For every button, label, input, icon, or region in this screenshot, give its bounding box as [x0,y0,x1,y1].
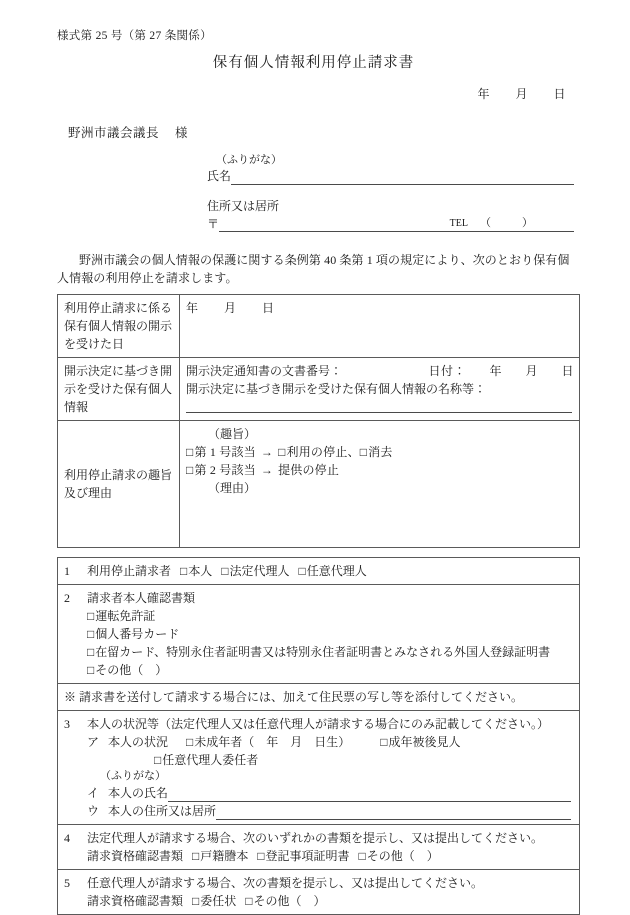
item-5-number: 5 [64,875,70,890]
item-2-label: 請求者本人確認書類 [87,591,196,606]
decision-date-year: 年 [489,364,502,379]
checkbox-icon[interactable]: □ [186,463,194,478]
table-row-note [58,684,580,711]
item-5-option-0: 委任状 [200,893,237,908]
item-3-sub-a-option-3-row[interactable] [64,751,574,769]
checkbox-icon[interactable]: □ [154,753,162,768]
intro-line-1: 野洲市議会の個人情報の保護に関する条例第 40 条第 1 項の規定により、次のとおり保有個 [79,252,570,267]
addressee-name: 野洲市議会議長 [68,125,160,140]
item-5-cell [58,869,580,914]
info-name-input[interactable] [186,400,572,413]
item-1-cell [58,558,580,585]
item-3-sub-a-option-3: 任意代理人委任者 [162,753,259,768]
checkbox-icon[interactable]: □ [221,564,229,579]
item-1-option-2: 任意代理人 [306,564,367,579]
decision-date-label: 日付： [428,364,466,379]
item-1-option-0: 本人 [188,564,213,579]
purpose-option-1[interactable] [186,443,574,461]
purpose-heading: （趣旨） [208,427,257,442]
item-5-options-row[interactable] [64,892,574,910]
applicant-furigana-label: （ふりがな） [216,153,282,166]
purpose-option-1-label: 第 1 号該当 [194,445,256,460]
item-3-sub-i-marker: イ [87,785,100,800]
disclosure-date-input[interactable] [180,295,580,358]
item-2-cell [58,585,580,684]
applicant-name-row [207,168,574,185]
table-row-item-1 [58,558,580,585]
item-3-number: 3 [64,717,70,732]
checkbox-icon[interactable]: □ [87,663,95,678]
submission-date-year: 年 [477,86,490,101]
checkbox-icon[interactable]: □ [359,445,368,460]
table-row-disclosure-date [58,295,580,358]
disclosure-date-month: 月 [224,301,237,316]
form-number: 様式第 25 号（第 27 条関係） [57,30,212,42]
applicant-zip-row [207,215,574,232]
purpose-option-2-text: 提供の停止 [278,463,340,478]
item-3-sub-u-label: 本人の住所又は居所 [108,803,217,818]
attachment-note: ※ 請求書を送付して請求する場合には、加えて住民票の写し等を添付してください。 [58,684,580,711]
checkbox-icon[interactable]: □ [245,893,253,908]
page-title: 保有個人情報利用停止請求書 [212,54,415,71]
item-5-option-1: その他（ ） [253,893,326,908]
disclosure-date-year: 年 [186,301,199,316]
item-2-option-3: その他（ ） [95,663,168,678]
table-row-purpose-reason [58,421,580,548]
table-row-item-5 [58,869,580,914]
applicant-address-label: 住所又は居所 [207,199,280,214]
reason-heading: （理由） [208,481,257,496]
item-2-number: 2 [64,591,70,606]
checkbox-icon[interactable]: □ [186,735,194,750]
item-4-heading [64,829,574,847]
item-3-sub-a-option-2: 成年被後見人 [388,735,461,750]
table-row-item-4 [58,824,580,869]
purpose-option-2[interactable] [186,461,574,479]
item-1-label: 利用停止請求者 [87,564,172,579]
document-number-row [186,362,574,380]
item-1-option-1: 法定代理人 [229,564,290,579]
item-5-docs-label: 請求資格確認書類 [87,893,184,908]
checkbox-icon[interactable]: □ [257,848,265,863]
item-4-docs-label: 請求資格確認書類 [87,848,184,863]
item-4-option-0: 戸籍謄本 [200,848,249,863]
request-details-table [57,294,580,548]
applicant-address-block [207,198,574,232]
item-3-sub-u-row [64,802,574,820]
item-2-option-0: 運転免許証 [95,609,156,624]
item-2-heading [64,589,574,607]
document-number-label: 開示決定通知書の文書番号： [186,364,343,379]
table-row-item-2 [58,585,580,684]
item-4-label: 法定代理人が請求する場合、次のいずれかの書類を提示し、又は提出してください。 [87,830,544,845]
submission-date-day: 日 [553,86,566,101]
item-4-number: 4 [64,830,70,845]
decision-date-group [408,362,574,380]
item-3-furigana-label: （ふりがな） [100,770,166,783]
checkbox-icon[interactable]: □ [192,848,200,863]
checkbox-icon[interactable]: □ [278,445,286,460]
checkbox-icon[interactable]: □ [186,445,194,460]
telephone-group [450,214,536,230]
item-2-option-row-0[interactable] [64,607,574,625]
checkbox-icon[interactable]: □ [358,848,366,863]
applicant-name-label: 氏名 [207,168,232,183]
decision-date-month: 月 [525,364,538,379]
purpose-option-1b-label: 消去 [368,445,393,460]
checkbox-icon[interactable]: □ [380,735,388,750]
applicant-address-input[interactable] [219,218,574,232]
item-4-option-2: その他（ ） [366,848,439,863]
addressee [57,123,580,141]
item-2-option-row-2[interactable] [64,643,574,661]
item-3-sub-a[interactable] [64,733,574,751]
applicant-name-input[interactable] [231,171,574,185]
arrow-icon: → [260,463,274,478]
item-2-option-row-3[interactable] [64,661,574,679]
item-4-option-1: 登記事項証明書 [265,848,350,863]
disclosed-info-cell [180,358,580,421]
item-3-heading [64,715,574,733]
checkbox-icon[interactable]: □ [87,609,95,624]
row-label-disclosure-date: 利用停止請求に係る保有個人情報の開示を受けた日 [58,295,180,358]
item-4-cell [58,824,580,869]
item-3-sub-a-label: 本人の状況 [108,735,169,750]
applicant-block [57,153,580,232]
item-5-label: 任意代理人が請求する場合、次の書類を提示し、又は提出してください。 [87,875,484,890]
item-2-option-row-1[interactable] [64,625,574,643]
row-label-disclosed-info: 開示決定に基づき開示を受けた保有個人情報 [58,358,180,421]
item-2-option-2: 在留カード、特別永住者証明書又は特別永住者証明書とみなされる外国人登録証明書 [95,645,551,660]
item-3-sub-a-marker: ア [87,735,100,750]
item-3-label: 本人の状況等（法定代理人又は任意代理人が請求する場合にのみ記載してください。） [87,717,550,732]
item-3-sub-u-marker: ウ [87,803,100,818]
postal-mark-icon: 〒 [207,216,220,231]
purpose-reason-cell [180,421,580,548]
table-row-disclosed-info [58,358,580,421]
purpose-option-2-label: 第 2 号該当 [194,463,256,478]
checkbox-icon[interactable]: □ [87,627,95,642]
addressee-honorific: 様 [175,125,189,140]
submission-date-month: 月 [515,86,528,101]
item-3-sub-a-option-1: 未成年者（ 年 月 日生） [194,735,351,750]
intro-line-2: 人情報の利用停止を請求します。 [57,271,238,286]
checkbox-icon[interactable]: □ [192,893,200,908]
item-1-number: 1 [64,564,70,579]
item-2-option-1: 個人番号カード [95,627,180,642]
item-5-heading [64,874,574,892]
telephone-input[interactable]: （ ） [480,216,536,229]
checkbox-icon[interactable]: □ [87,645,95,660]
telephone-label: TEL [449,217,468,229]
item-3-sub-i-input[interactable] [168,788,571,802]
info-name-label: 開示決定に基づき開示を受けた保有個人情報の名称等： [186,382,487,397]
item-3-sub-u-input[interactable] [216,806,571,820]
intro-paragraph [57,251,580,288]
submission-date-line [57,85,580,102]
disclosure-date-day: 日 [262,301,275,316]
item-3-sub-i-row [64,784,574,802]
checkbox-icon[interactable]: □ [298,564,306,579]
checkbox-icon[interactable]: □ [180,564,188,579]
decision-date-day: 日 [561,364,574,379]
row-label-purpose-reason: 利用停止請求の趣旨及び理由 [58,421,180,548]
arrow-icon: → [260,445,274,460]
item-3-cell [58,711,580,825]
item-4-options-row[interactable] [64,847,574,865]
table-row-item-3 [58,711,580,825]
item-3-sub-i-label: 本人の氏名 [108,785,169,800]
purpose-option-1a-label: 利用の停止、 [286,445,360,460]
attachments-table [57,557,580,915]
